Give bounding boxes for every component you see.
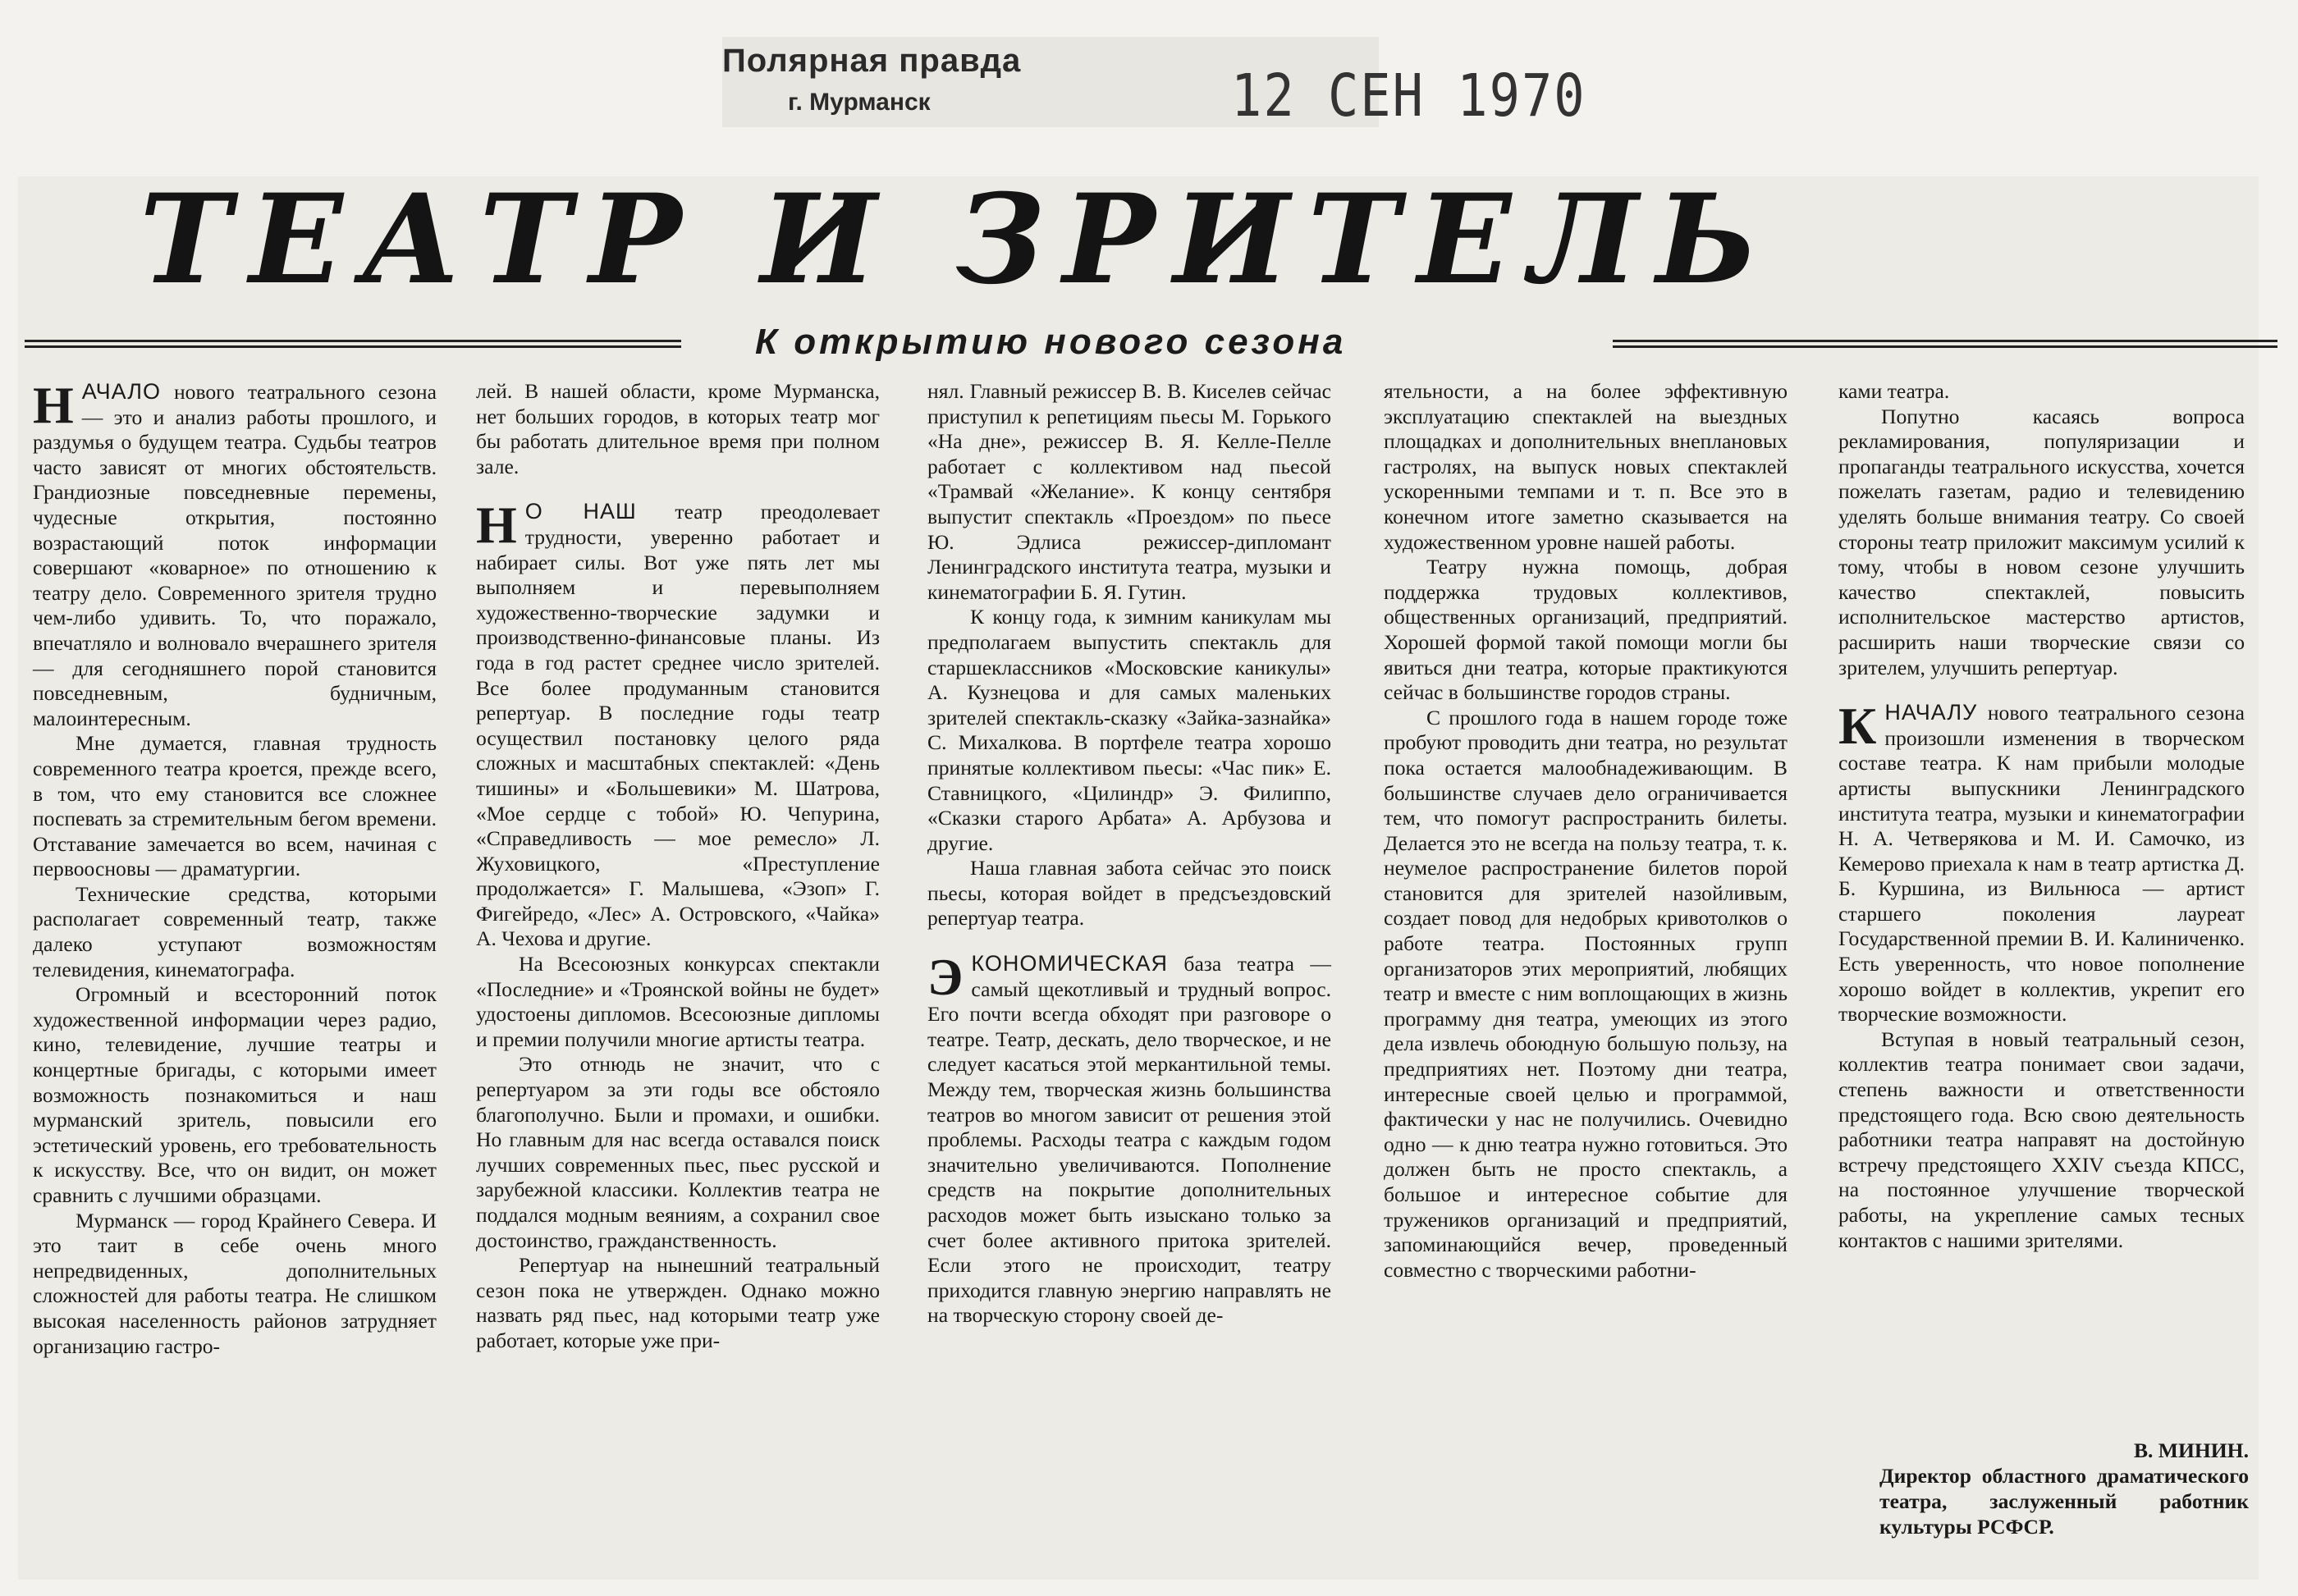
article-paragraph bbox=[33, 376, 437, 731]
lead-in-word: НАЧАЛУ bbox=[1884, 700, 1978, 725]
author-title: Директор областного драматического театра, заслуженный работник культуры РСФСР. bbox=[1879, 1464, 2249, 1539]
article-paragraph bbox=[927, 605, 1331, 856]
lead-in-word: КОНОМИЧЕСКАЯ bbox=[971, 951, 1168, 976]
paragraph-text: Репертуар на нынешний театральный сезон пока не утвержден. Однако можно назвать ряд пьес, над которыми театр уже работает, которые уже при- bbox=[476, 1253, 880, 1352]
date-stamp: 12 СЕН 1970 bbox=[1231, 61, 1586, 130]
article-paragraph bbox=[1838, 1027, 2245, 1253]
article-paragraph bbox=[1838, 379, 2245, 405]
signature-block bbox=[1879, 1438, 2249, 1539]
paragraph-text: Это отнюдь не значит, что с репертуаром за эти годы все обстояло благополучно. Были и промахи, и ошибки. Но главным для нас всегда оставался поиск лучших современных пьес, пьес русской и зарубежной классики. Коллектив театра не поддался модным веяниям, а сохранил свое достоинство, гражданственность. bbox=[476, 1052, 880, 1252]
article-paragraph bbox=[1384, 555, 1788, 706]
article-paragraph bbox=[1384, 379, 1788, 555]
paragraph-text: нял. Главный режиссер В. В. Киселев сейчас приступил к репетициям пьесы М. Горького «На дне», режиссер В. Я. Келле-Пелле работает с коллективом над пьесой «Трамвай «Желание». К концу сентября выпустит спектакль «Проездом» по пьесе Ю. Эдлиса режиссер-дипломант Ленинградского института театра, музыки и кинематографии Б. Я. Гутин. bbox=[927, 379, 1331, 604]
drop-cap: К bbox=[1838, 697, 1877, 756]
paragraph-text: На Всесоюзных конкурсах спектакли «Последние» и «Троянской войны не будет» удостоены дипломов. Всесоюзные дипломы и премии получили многие артисты театра. bbox=[476, 952, 880, 1051]
paragraph-text: театр преодолевает трудности, уверенно работает и набирает силы. Вот уже пять лет мы выполняем и перевыполняем художественно-творческие задумки и производственно-финансовые планы. Из года в год растет среднее число зрителей. Все более продуманным становится репертуар. В последние годы театр осуществил постановку целого ряда сложных и масштабных спектаклей: «День тишины» и «Большевики» М. Шатрова, «Мое сердце с тобой» Ю. Чепурина, «Справедливость — мое ремесло» Л. Жуховицкого, «Преступление продолжается» Г. Малышева, «Эзоп» Г. Фигейредо, «Лес» А. Островского, «Чайка» А. Чехова и другие. bbox=[476, 500, 880, 951]
paragraph-text: ятельности, а на более эффективную эксплуатацию спектаклей на выездных площадках и дополнительных внеплановых гастролях, на выпуск новых спектаклей ускоренными темпами и т. п. Все это в конечном итоге заметно сказывается на художественном уровне нашей работы. bbox=[1384, 379, 1788, 554]
paragraph-text: Технические средства, которыми располагает современный театр, также далеко уступают возможностям телевидения, кинематографа. bbox=[33, 881, 437, 981]
article-title: ТЕАТР И ЗРИТЕЛЬ bbox=[140, 167, 1776, 312]
article-paragraph bbox=[476, 496, 880, 952]
paragraph-gap bbox=[1838, 680, 2245, 700]
paragraph-text: Вступая в новый театральный сезон, коллектив театра понимает свои задачи, степень важности и ответственности предстоящего года. Всю свою деятельность работники театра направят на достойную встречу предстоящего XXIV съезда КПСС, на постоянное улучшение творческой работы, на укрепление самых тесных контактов с нашими зрителями. bbox=[1838, 1027, 2245, 1252]
author-name: В. МИНИН. bbox=[2133, 1438, 2249, 1462]
rule-left bbox=[25, 340, 681, 348]
newspaper-city: г. Мурманск bbox=[788, 89, 931, 116]
article-column-2 bbox=[476, 379, 880, 1354]
lead-in-word: АЧАЛО bbox=[81, 379, 161, 404]
paragraph-text: ками театра. bbox=[1838, 379, 1950, 403]
article-paragraph bbox=[1384, 706, 1788, 1283]
article-paragraph bbox=[927, 379, 1331, 605]
paragraph-text: Мне думается, главная трудность современного театра кроется, прежде всего, в том, что ему становится все сложнее поспевать за стремительным бегом времени. Отставание замечается во всем, начиная с первоосновы — драматургии. bbox=[33, 731, 437, 881]
article-column-3 bbox=[927, 379, 1331, 1328]
paragraph-text: К концу года, к зимним каникулам мы предполагаем выпустить спектакль для старшеклассников «Московские каникулы» А. Кузнецова и для самых маленьких зрителей спектакль-сказку «Зайка-зазнайка» С. Михалкова. В портфеле театра хорошо принятые коллективом пьесы: «Час пик» Е. Ставницкого, «Цилиндр» Э. Филиппо, «Сказки старого Арбата» А. Арбузова и другие. bbox=[927, 605, 1331, 855]
article-paragraph bbox=[476, 379, 880, 479]
article-column-4 bbox=[1384, 379, 1788, 1283]
paragraph-text: база театра — самый щекотливый и трудный вопрос. Его почти всегда обходят при разговоре о театре. Театр, дескать, дело творческое, и не следует касаться этой меркантильной темы. Между тем, творческая жизнь большинства театров во многом зависит от решения этой проблемы. Расходы театра с каждым годом значительно увеличиваются. Пополнение средств на покрытие дополнительных расходов может быть изыскано только за счет более активного притока зрителей. Если этого не происходит, театру приходится главную энергию направлять не на творческую сторону своей де- bbox=[927, 952, 1331, 1328]
paragraph-text: Попутно касаясь вопроса рекламирования, популяризации и пропаганды театрального искусства, хочется пожелать газетам, радио и телевидению уделять больше внимания театру. Со своей стороны театр приложит максимум усилий к тому, чтобы в новом сезоне улучшить качество спектаклей, повысить исполнительское мастерство артистов, расширить наши творческие связи со зрителем, улучшить репертуар. bbox=[1838, 404, 2245, 679]
article-paragraph bbox=[33, 982, 437, 1208]
article-subtitle: К открытию нового сезона bbox=[755, 322, 1347, 362]
article-paragraph bbox=[33, 1209, 437, 1360]
lead-in-word: О НАШ bbox=[524, 499, 637, 524]
paragraph-gap bbox=[927, 931, 1331, 951]
paragraph-text: нового театрального сезона произошли изменения в творческом составе театра. К нам прибыли молодые артисты выпускники Ленинградского института театра, музыки и кинематографии Н. А. Четверякова и М. И. Самочко, из Кемерово приехала к нам в театр артистка Д. Б. Куршина, из Вильнюса — артист старшего поколения лауреат Государственной премии В. И. Калиниченко. Есть уверенность, что новое пополнение хорошо войдет в коллектив, укрепит его творческие возможности. bbox=[1838, 701, 2245, 1027]
article-paragraph bbox=[927, 856, 1331, 931]
subtitle-row bbox=[25, 322, 2257, 366]
paragraph-gap bbox=[476, 479, 880, 499]
paragraph-text: Мурманск — город Крайнего Севера. И это таит в себе очень много непредвиденных, дополнительных сложностей для работы театра. Не слишком высокая населенность районов затрудняет организацию гастро- bbox=[33, 1208, 437, 1358]
article-column-1 bbox=[33, 376, 437, 1359]
paragraph-text: лей. В нашей области, кроме Мурманска, нет больших городов, в которых театр мог бы работать длительное время при полном зале. bbox=[476, 379, 880, 478]
article-paragraph bbox=[33, 882, 437, 982]
paragraph-text: С прошлого года в нашем городе тоже пробуют проводить дни театра, но результат пока остается малообнадеживающим. В большинстве случаев дело ограничивается тем, что помогут распространить билеты. Делается это не всегда на пользу театра, т. к. неумелое распространение билетов порой становится для зрителей назойливым, создает повод для недобрых кривотолков о работе театра. Постоянных групп организаторов этих мероприятий, любящих театр и вместе с ним воплощающих в жизнь программу дня театра, умеющих из этого дела извлечь обоюдную большую пользу, на предприятиях нет. Поэтому дни театра, интересные своей целью и программой, фактически у нас не получились. Очевидно одно — к дню театра нужно готовиться. Это должен быть не просто спектакль, а большое и интересное событие для тружеников организаций и предприятий, запоминающийся вечер, проведенный совместно с творческими работни- bbox=[1384, 705, 1788, 1282]
paragraph-text: Наша главная забота сейчас это поиск пьесы, которая войдет в предсъездовский репертуар театра. bbox=[927, 856, 1331, 931]
article-paragraph bbox=[927, 948, 1331, 1328]
article-column-5 bbox=[1838, 379, 2245, 1253]
drop-cap: Н bbox=[33, 376, 74, 434]
article-paragraph bbox=[476, 952, 880, 1052]
paragraph-text: Огромный и всесторонний поток художественной информации через радио, кино, телевидение, лучшие театры и концертные бригады, с которыми имеет возможность познакомиться и наш мурманский зритель, повысили его эстетический уровень, его требовательность к искусству. Все, что он видит, он может сравнить с лучшими образцами. bbox=[33, 982, 437, 1207]
article-paragraph bbox=[476, 1052, 880, 1253]
paragraph-text: Театру нужна помощь, добрая поддержка трудовых коллективов, общественных организаций, предприятий. Хорошей формой такой помощи могли бы явиться дни театра, которые практикуются сейчас в большинстве городов страны. bbox=[1384, 555, 1788, 705]
article-paragraph bbox=[1838, 697, 2245, 1027]
article-paragraph bbox=[1838, 405, 2245, 681]
article-paragraph bbox=[33, 731, 437, 882]
drop-cap: Э bbox=[927, 948, 964, 1007]
rule-right bbox=[1613, 340, 2277, 348]
article-paragraph bbox=[476, 1253, 880, 1353]
newspaper-name: Полярная правда bbox=[722, 43, 1022, 79]
drop-cap: Н bbox=[476, 496, 517, 555]
paragraph-text: нового театрального сезона — это и анализ работы прошлого, и раздумья о будущем театра. Судьбы театров часто зависят от многих обстоятельств. Грандиозные повседневные перемены, чудесные открытия, постоянно возрастающий поток информации совершают «коварное» по отношению к театру дело. Современного зрителя трудно чем-либо удивить. То, что поражало, впечатляло и волновало вчерашнего зрителя — для сегодняшнего порой становится повседневным, будничным, малоинтересным. bbox=[33, 380, 437, 730]
